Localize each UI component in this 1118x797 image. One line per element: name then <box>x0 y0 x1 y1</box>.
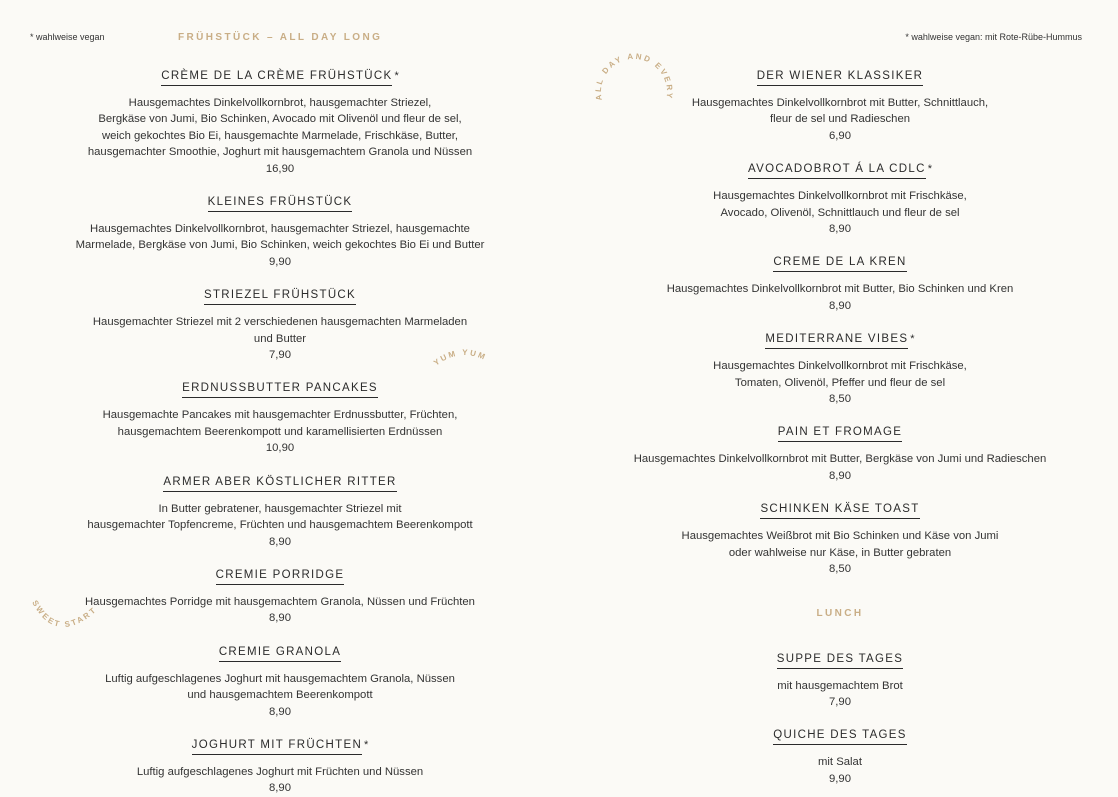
menu-item <box>64 565 496 627</box>
menu-item <box>620 649 1060 711</box>
item-description-line: Hausgemachter Striezel mit 2 verschiedenen hausgemachten Marmeladen <box>92 316 468 329</box>
lunch-section-title: LUNCH <box>816 607 864 619</box>
item-name: SCHINKEN KÄSE TOAST <box>760 502 919 519</box>
item-description-line: oder wahlweise nur Käse, in Butter gebraten <box>728 546 952 559</box>
menu-item <box>620 252 1060 314</box>
item-name: ERDNUSSBUTTER PANCAKES <box>182 381 378 398</box>
item-name: AVOCADOBROT Á LA CDLC <box>748 162 926 179</box>
item-price: 8,90 <box>829 469 851 482</box>
item-description-line: Hausgemachtes Dinkelvollkornbrot mit Butter, Schnittlauch, <box>691 97 989 109</box>
item-description-line: mit Salat <box>818 756 862 769</box>
item-price: 7,90 <box>829 695 851 708</box>
item-price: 9,90 <box>829 772 851 785</box>
item-description-line: In Butter gebratener, hausgemachter Striezel mit <box>158 502 402 515</box>
item-description-line: und hausgemachtem Beerenkompott <box>187 689 373 702</box>
item-description-line: Bergkäse von Jumi, Bio Schinken, Avocado mit Olivenöl und fleur de sel, <box>98 113 462 126</box>
item-name: DER WIENER KLASSIKER <box>757 69 924 86</box>
item-name: CREMIE GRANOLA <box>219 645 341 662</box>
item-price: 8,50 <box>829 393 851 406</box>
bread-column <box>620 66 1060 787</box>
item-description-line: Hausgemachtes Dinkelvollkornbrot, hausgemachter Striezel, hausgemachte <box>90 223 470 236</box>
vegan-star: * <box>910 333 915 346</box>
item-description-line: Luftig aufgeschlagenes Joghurt mit hausgemachtem Granola, Nüssen <box>105 672 455 685</box>
vegan-note-left: * wahlweise vegan <box>30 32 105 42</box>
item-name: CRÈME DE LA CRÈME FRÜHSTÜCK <box>161 69 392 86</box>
item-description-line: fleur de sel und Radieschen <box>769 113 911 126</box>
menu-item <box>620 725 1060 787</box>
item-price: 8,90 <box>269 535 291 548</box>
menu-item <box>64 472 496 550</box>
menu-item <box>64 735 496 797</box>
item-description-line: hausgemachtem Beerenkompott und karamellisierten Erdnüssen <box>117 425 443 438</box>
item-name: STRIEZEL FRÜHSTÜCK <box>204 288 356 305</box>
item-description-line: weich gekochtes Bio Ei, hausgemachte Marmelade, Frischkäse, Butter, <box>101 129 459 142</box>
item-description-line: Hausgemachtes Weißbrot mit Bio Schinken und Käse von Jumi <box>681 530 999 543</box>
item-description-line: und Butter <box>253 332 307 345</box>
item-price: 8,90 <box>269 782 291 795</box>
item-name: CREMIE PORRIDGE <box>216 568 345 585</box>
item-description-line: Hausgemachtes Porridge mit hausgemachtem Granola, Nüssen und Früchten <box>85 595 475 608</box>
item-price: 16,90 <box>265 162 295 175</box>
item-description-line: Avocado, Olivenöl, Schnittlauch und fleur de sel <box>720 206 960 219</box>
item-name: CREME DE LA KREN <box>773 255 906 272</box>
item-price: 8,90 <box>829 299 851 312</box>
item-description-line: hausgemachter Topfencreme, Früchten und hausgemachtem Beerenkompott <box>87 519 473 532</box>
item-price: 8,90 <box>829 223 851 236</box>
menu-item <box>620 66 1060 144</box>
all-day-arc-text: ALL DAY AND EVERYDAY <box>584 19 675 101</box>
yum-arc-text: YUM YUM <box>432 347 489 368</box>
item-description-line: Hausgemachtes Dinkelvollkornbrot, hausgemachter Striezel, <box>128 97 432 109</box>
vegan-star: * <box>364 738 369 751</box>
menu-item <box>620 329 1060 407</box>
menu-item <box>620 422 1060 484</box>
item-name: SUPPE DES TAGES <box>777 652 903 669</box>
item-description-line: Luftig aufgeschlagenes Joghurt mit Früchten und Nüssen <box>136 765 424 778</box>
menu-item <box>64 285 496 363</box>
item-price: 7,90 <box>269 349 291 362</box>
item-description-line: Hausgemachte Pancakes mit hausgemachter Erdnussbutter, Früchten, <box>102 409 458 422</box>
breakfast-section-title: FRÜHSTÜCK – ALL DAY LONG <box>178 32 383 43</box>
item-name: ARMER ABER KÖSTLICHER RITTER <box>163 475 396 492</box>
item-name: JOGHURT MIT FRÜCHTEN <box>192 738 362 755</box>
vegan-star: * <box>927 163 932 176</box>
item-price: 8,90 <box>269 612 291 625</box>
item-price: 10,90 <box>265 442 295 455</box>
menu-item <box>620 499 1060 577</box>
item-price: 8,90 <box>269 705 291 718</box>
item-description-line: Hausgemachtes Dinkelvollkornbrot mit Butter, Bio Schinken und Kren <box>666 283 1014 296</box>
item-name: PAIN ET FROMAGE <box>778 425 903 442</box>
menu-item <box>64 642 496 720</box>
item-price: 9,90 <box>269 255 291 268</box>
item-price: 6,90 <box>829 129 851 142</box>
item-description-line: Tomaten, Olivenöl, Pfeffer und fleur de sel <box>734 376 946 389</box>
item-price: 8,50 <box>829 563 851 576</box>
item-description-line: Hausgemachtes Dinkelvollkornbrot mit Frischkäse, <box>713 190 967 203</box>
menu-item <box>64 192 496 270</box>
item-description-line: Hausgemachtes Dinkelvollkornbrot mit Butter, Bergkäse von Jumi und Radieschen <box>633 453 1047 466</box>
item-name: MEDITERRANE VIBES <box>765 332 908 349</box>
breakfast-column <box>64 66 496 797</box>
item-description-line: hausgemachter Smoothie, Joghurt mit hausgemachtem Granola und Nüssen <box>87 146 473 159</box>
menu-item <box>64 378 496 456</box>
item-name: QUICHE DES TAGES <box>773 728 906 745</box>
sweet-start-arc-text: SWEET START <box>30 598 99 630</box>
item-description-line: Marmelade, Bergkäse von Jumi, Bio Schinken, weich gekochtes Bio Ei und Butter <box>75 239 485 252</box>
menu-item <box>64 66 496 177</box>
vegan-note-right: * wahlweise vegan: mit Rote-Rübe-Hummus <box>905 32 1082 42</box>
vegan-star: * <box>394 70 399 82</box>
item-description-line: mit hausgemachtem Brot <box>777 679 903 692</box>
item-description-line: Hausgemachtes Dinkelvollkornbrot mit Frischkäse, <box>713 360 967 373</box>
item-name: KLEINES FRÜHSTÜCK <box>208 195 353 212</box>
menu-item <box>620 159 1060 237</box>
